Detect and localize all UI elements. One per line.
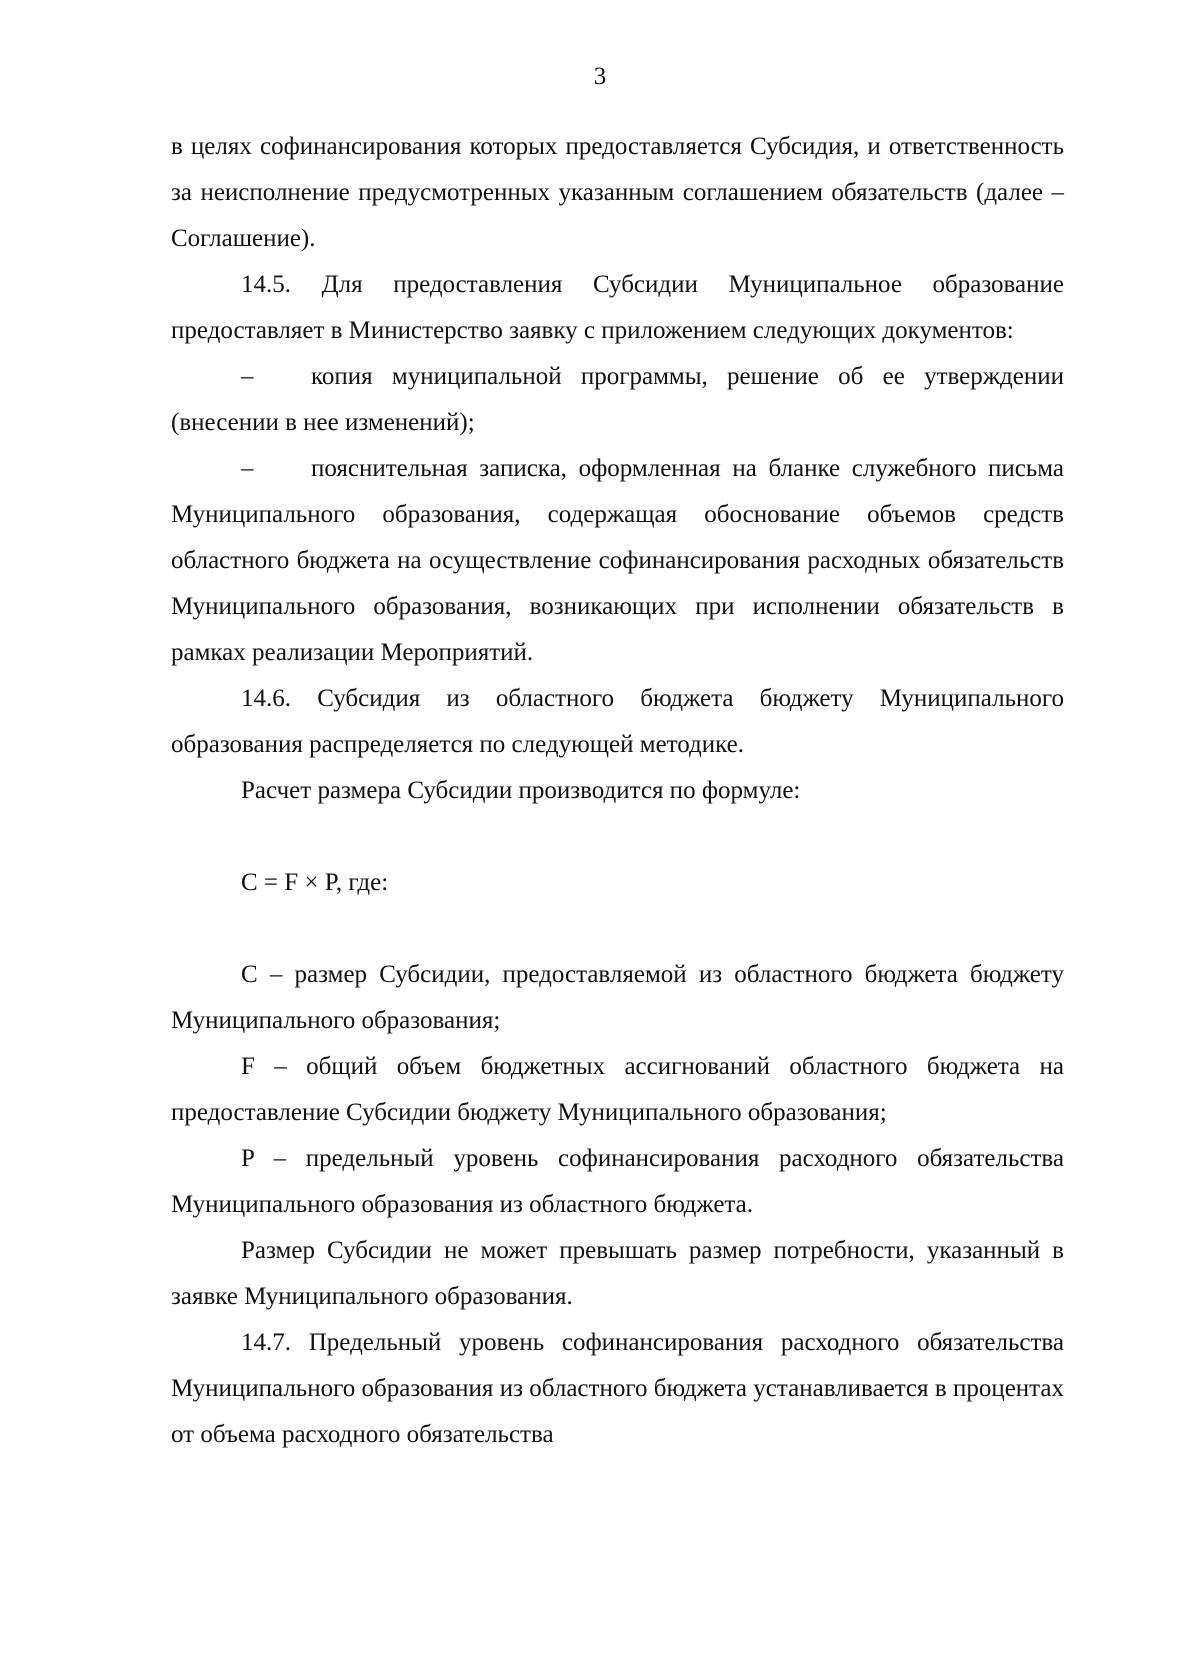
paragraph-limit: Размер Субсидии не может превышать размер потребности, указанный в заявке Муниципального образования.: [171, 1237, 1064, 1310]
list-item-program-copy: [171, 354, 1064, 446]
list-item-explanatory-note: [171, 446, 1064, 676]
list-dash: –: [241, 363, 254, 390]
list-item-text: копия муниципальной программы, решение об ее утверждении (внесении в нее изменений);: [171, 363, 1064, 436]
formula: C = F × P, где:: [241, 869, 389, 896]
paragraph-14-5: 14.5. Для предоставления Субсидии Муниципальное образование предоставляет в Министерство заявку с приложением следующих документов:: [171, 271, 1064, 344]
paragraph-14-7: 14.7. Предельный уровень софинансирования расходного обязательства Муниципального образования из областного бюджета устанавливается в процентах от объема расходного обязательства: [171, 1329, 1064, 1448]
definition-f: F – общий объем бюджетных ассигнований областного бюджета на предоставление Субсидии бюджету Муниципального образования;: [171, 1053, 1064, 1126]
definition-c: C – размер Субсидии, предоставляемой из областного бюджета бюджету Муниципального образования;: [171, 961, 1064, 1034]
list-item-text: пояснительная записка, оформленная на бланке служебного письма Муниципального образования, содержащая обоснование объемов средств областного бюджета на осуществление софинансирования расходных обязательств Муниципального образования, возникающих при исполнении обязательств в рамках реализации Мероприятий.: [171, 455, 1064, 666]
list-dash: –: [241, 455, 254, 482]
paragraph-formula-intro: Расчет размера Субсидии производится по формуле:: [241, 777, 801, 804]
page-number: 3: [593, 63, 607, 90]
paragraph-1: в целях софинансирования которых предоставляется Субсидия, и ответственность за неисполнение предусмотренных указанным соглашением обязательств (далее – Соглашение).: [171, 133, 1064, 252]
document-body: [171, 124, 1064, 1458]
paragraph-14-6: 14.6. Субсидия из областного бюджета бюджету Муниципального образования распределяется по следующей методике.: [171, 685, 1064, 758]
definition-p: P – предельный уровень софинансирования расходного обязательства Муниципального образования из областного бюджета.: [171, 1145, 1064, 1218]
